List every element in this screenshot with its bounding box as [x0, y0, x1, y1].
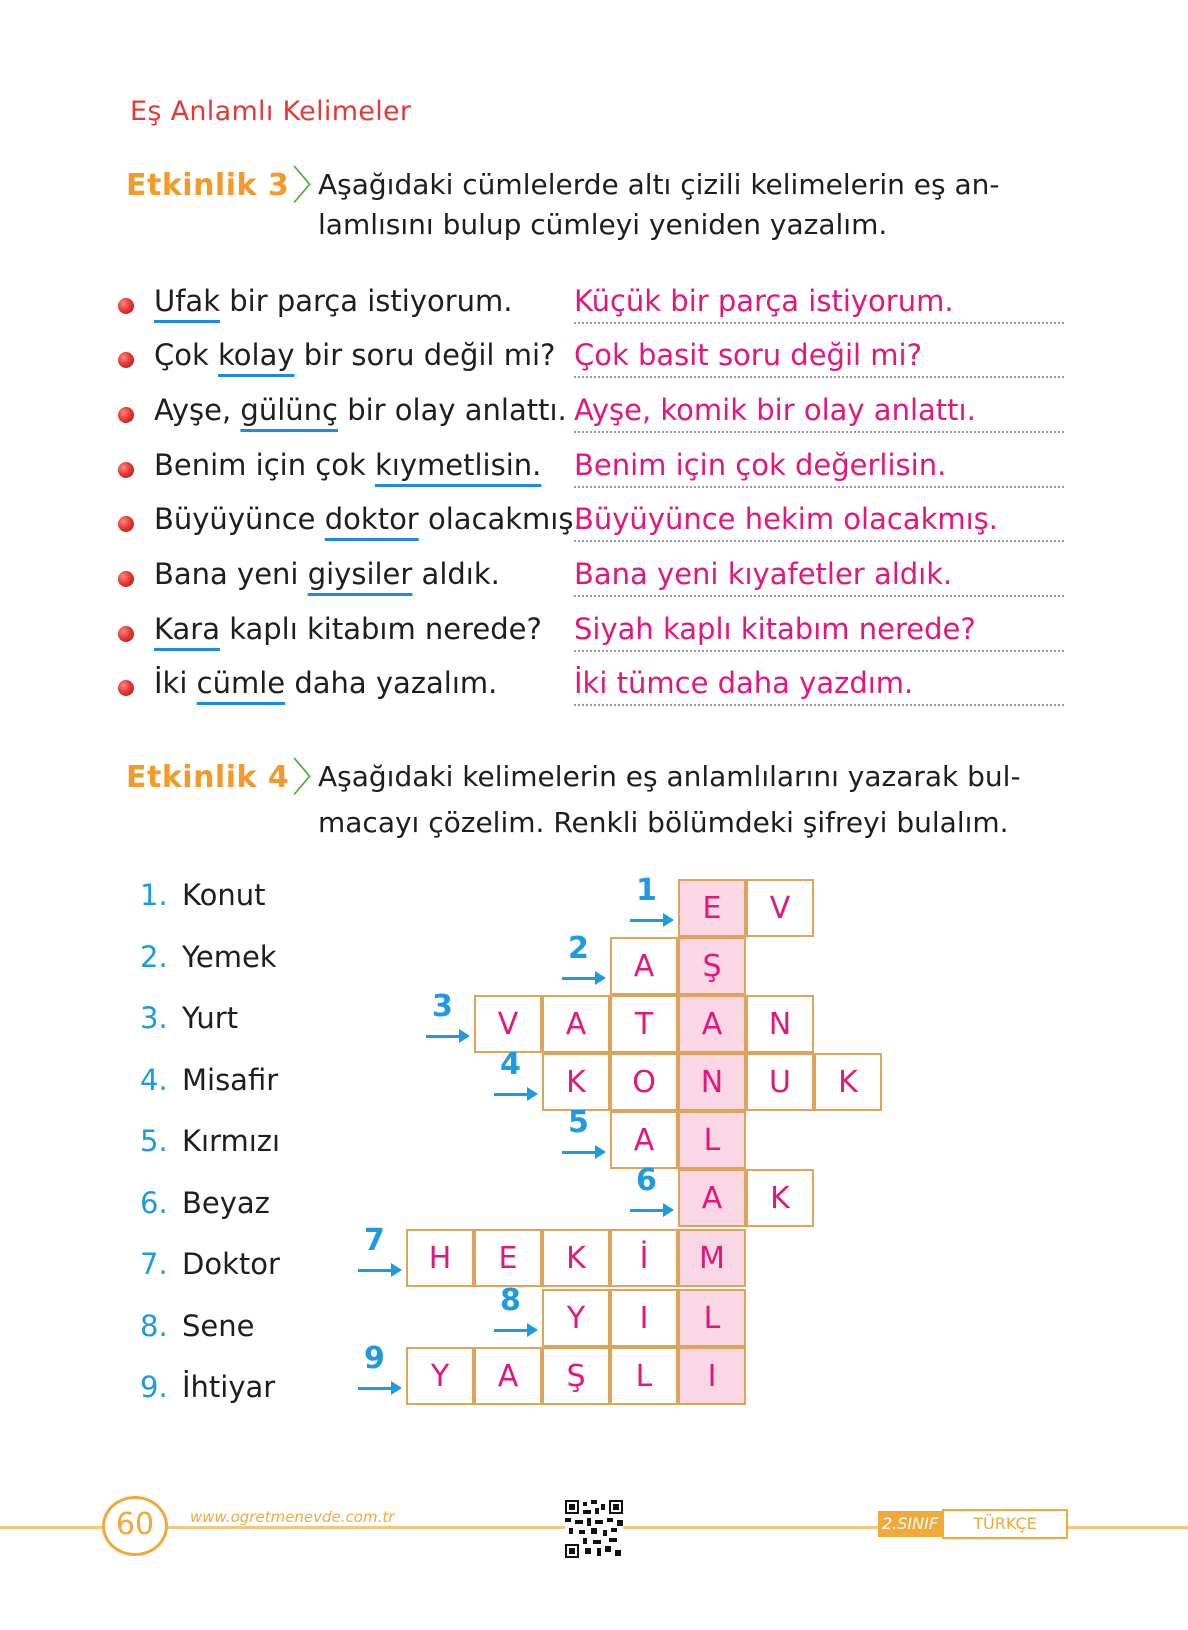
answer-line[interactable]: Çok basit soru değil mi?: [574, 338, 1064, 378]
arrow-right-icon: [426, 1035, 466, 1038]
clue-number: 3.: [140, 1001, 168, 1035]
clue-number: 5.: [140, 1124, 168, 1158]
puzzle-key-cell[interactable]: L: [678, 1289, 746, 1347]
puzzle-cell[interactable]: O: [610, 1053, 678, 1111]
arrow-right-icon: [630, 919, 670, 922]
original-sentence: [154, 284, 513, 318]
puzzle-cell[interactable]: A: [474, 1347, 542, 1405]
page-number: 60: [102, 1496, 168, 1556]
puzzle-key-cell[interactable]: L: [678, 1111, 746, 1169]
clue-word: Beyaz: [182, 1186, 270, 1220]
puzzle-key-cell[interactable]: M: [678, 1229, 746, 1287]
underlined-word: giysiler: [307, 557, 413, 591]
clue-word: Yemek: [182, 940, 277, 974]
bullet-icon: [118, 407, 134, 423]
puzzle-cell[interactable]: A: [610, 1111, 678, 1169]
puzzle-key-cell[interactable]: A: [678, 995, 746, 1053]
arrow-right-icon: [494, 1093, 534, 1096]
underlined-word: Ufak: [154, 284, 221, 318]
bullet-icon: [118, 462, 134, 478]
sentence-text: bir soru değil mi?: [294, 338, 556, 372]
clue-item: [140, 1186, 270, 1220]
activity3-instruction-line1: Aşağıdaki cümlelerde altı çizili kelimelerin eş an-: [318, 168, 1000, 201]
sentence-text: kaplı kitabım nerede?: [219, 612, 542, 646]
underlined-word: kıymetlisin.: [375, 448, 542, 482]
sentence-row: [118, 334, 1068, 390]
clue-item: [140, 1001, 238, 1035]
answer-line[interactable]: Siyah kaplı kitabım nerede?: [574, 612, 1064, 652]
puzzle-cell[interactable]: Ş: [542, 1347, 610, 1405]
arrow-right-icon: [562, 1151, 602, 1154]
underlined-word: kolay: [218, 338, 295, 372]
activity4-instruction-line1: Aşağıdaki kelimelerin eş anlamlılarını yazarak bul-: [318, 760, 1021, 793]
original-sentence: [154, 666, 497, 700]
original-sentence: [154, 338, 555, 372]
puzzle-cell[interactable]: K: [542, 1053, 610, 1111]
puzzle-cell[interactable]: K: [746, 1169, 814, 1227]
sentence-text: İki: [154, 666, 197, 700]
puzzle-cell[interactable]: Y: [406, 1347, 474, 1405]
bullet-icon: [118, 516, 134, 532]
puzzle-row-number: 7: [364, 1223, 385, 1258]
clue-word: Konut: [182, 878, 266, 912]
bullet-icon: [118, 571, 134, 587]
clue-number: 6.: [140, 1186, 168, 1220]
bullet-icon: [118, 352, 134, 368]
clue-word: Kırmızı: [182, 1124, 281, 1158]
sentence-row: [118, 444, 1068, 500]
puzzle-key-cell[interactable]: A: [678, 1169, 746, 1227]
subject-badge: TÜRKÇE: [942, 1509, 1068, 1539]
puzzle-cell[interactable]: K: [542, 1229, 610, 1287]
sentence-text: daha yazalım.: [285, 666, 498, 700]
sentence-text: aldık.: [412, 557, 500, 591]
underlined-word: doktor: [324, 502, 419, 536]
clue-item: [140, 1063, 278, 1097]
underlined-word: Kara: [154, 612, 220, 646]
bullet-icon: [118, 298, 134, 314]
answer-line[interactable]: İki tümce daha yazdım.: [574, 666, 1064, 706]
original-sentence: [154, 502, 583, 536]
clue-number: 4.: [140, 1063, 168, 1097]
original-sentence: [154, 448, 541, 482]
sentence-row: [118, 553, 1068, 609]
activity4-title: Etkinlik 4: [126, 760, 290, 795]
puzzle-cell[interactable]: Y: [542, 1289, 610, 1347]
clue-number: 2.: [140, 940, 168, 974]
website-link[interactable]: www.ogretmenevde.com.tr: [190, 1508, 400, 1526]
puzzle-row-number: 4: [500, 1047, 521, 1082]
sentence-text: Bana yeni: [154, 557, 308, 591]
sentence-row: [118, 280, 1068, 336]
qr-code-icon: [565, 1500, 623, 1558]
puzzle-cell[interactable]: T: [610, 995, 678, 1053]
puzzle-cell[interactable]: A: [542, 995, 610, 1053]
arrow-right-icon: [494, 1329, 534, 1332]
chevron-right-icon: 〉: [292, 163, 332, 209]
arrow-right-icon: [562, 977, 602, 980]
sentence-text: olacakmış.: [418, 502, 583, 536]
puzzle-row-number: 1: [636, 873, 657, 908]
puzzle-cell[interactable]: E: [474, 1229, 542, 1287]
answer-line[interactable]: Büyüyünce hekim olacakmış.: [574, 502, 1064, 542]
activity3-title: Etkinlik 3: [126, 168, 290, 203]
sentence-text: Büyüyünce: [154, 502, 325, 536]
clue-item: [140, 1124, 280, 1158]
sentence-text: Çok: [154, 338, 219, 372]
puzzle-key-cell[interactable]: E: [678, 879, 746, 937]
puzzle-key-cell[interactable]: Ş: [678, 937, 746, 995]
puzzle-key-cell[interactable]: I: [678, 1347, 746, 1405]
original-sentence: [154, 557, 500, 591]
sentence-row: [118, 389, 1068, 445]
answer-line[interactable]: Ayşe, komik bir olay anlattı.: [574, 393, 1064, 433]
puzzle-cell[interactable]: N: [746, 995, 814, 1053]
puzzle-cell[interactable]: K: [814, 1053, 882, 1111]
clue-item: [140, 1247, 280, 1281]
puzzle-row-number: 5: [568, 1105, 589, 1140]
clue-word: Misafir: [182, 1063, 279, 1097]
clue-word: Sene: [182, 1309, 255, 1343]
puzzle-cell[interactable]: U: [746, 1053, 814, 1111]
puzzle-row-number: 6: [636, 1163, 657, 1198]
puzzle-cell[interactable]: H: [406, 1229, 474, 1287]
arrow-right-icon: [358, 1387, 398, 1390]
answer-line[interactable]: Benim için çok değerlisin.: [574, 448, 1064, 488]
answer-line[interactable]: Küçük bir parça istiyorum.: [574, 284, 1064, 324]
bullet-icon: [118, 680, 134, 696]
clue-word: Doktor: [182, 1247, 280, 1281]
puzzle-cell[interactable]: İ: [610, 1229, 678, 1287]
chevron-right-icon: 〉: [292, 755, 332, 801]
clue-item: [140, 1370, 275, 1404]
puzzle-cell[interactable]: I: [610, 1289, 678, 1347]
sentence-row: [118, 498, 1068, 554]
sentence-text: Benim için çok: [154, 448, 375, 482]
clue-number: 7.: [140, 1247, 168, 1281]
puzzle-cell[interactable]: V: [746, 879, 814, 937]
underlined-word: gülünç: [240, 393, 338, 427]
answer-line[interactable]: Bana yeni kıyafetler aldık.: [574, 557, 1064, 597]
original-sentence: [154, 612, 542, 646]
puzzle-row-number: 8: [500, 1283, 521, 1318]
clue-number: 1.: [140, 878, 168, 912]
topic-title: Eş Anlamlı Kelimeler: [130, 96, 412, 127]
clue-item: [140, 940, 277, 974]
sentence-text: Ayşe,: [154, 393, 241, 427]
activity4-instruction-line2: macayı çözelim. Renkli bölümdeki şifreyi bulalım.: [318, 806, 1009, 839]
sentence-row: [118, 608, 1068, 664]
sentence-text: bir parça istiyorum.: [220, 284, 513, 318]
clue-item: [140, 878, 265, 912]
activity3-instruction-line2: lamlısını bulup cümleyi yeniden yazalım.: [318, 208, 888, 241]
original-sentence: [154, 393, 567, 427]
clue-word: İhtiyar: [182, 1370, 276, 1404]
arrow-right-icon: [630, 1209, 670, 1212]
grade-badge: 2.SINIF: [878, 1511, 942, 1537]
puzzle-row-number: 9: [364, 1341, 385, 1376]
arrow-right-icon: [358, 1269, 398, 1272]
clue-number: 9.: [140, 1370, 168, 1404]
clue-number: 8.: [140, 1309, 168, 1343]
puzzle-cell[interactable]: L: [610, 1347, 678, 1405]
puzzle-cell[interactable]: V: [474, 995, 542, 1053]
clue-item: [140, 1309, 254, 1343]
puzzle-row-number: 2: [568, 931, 589, 966]
clue-word: Yurt: [182, 1001, 239, 1035]
sentence-text: bir olay anlattı.: [337, 393, 567, 427]
bullet-icon: [118, 626, 134, 642]
puzzle-row-number: 3: [432, 989, 453, 1024]
puzzle-cell[interactable]: A: [610, 937, 678, 995]
puzzle-key-cell[interactable]: N: [678, 1053, 746, 1111]
underlined-word: cümle: [196, 666, 286, 700]
sentence-row: [118, 662, 1068, 718]
